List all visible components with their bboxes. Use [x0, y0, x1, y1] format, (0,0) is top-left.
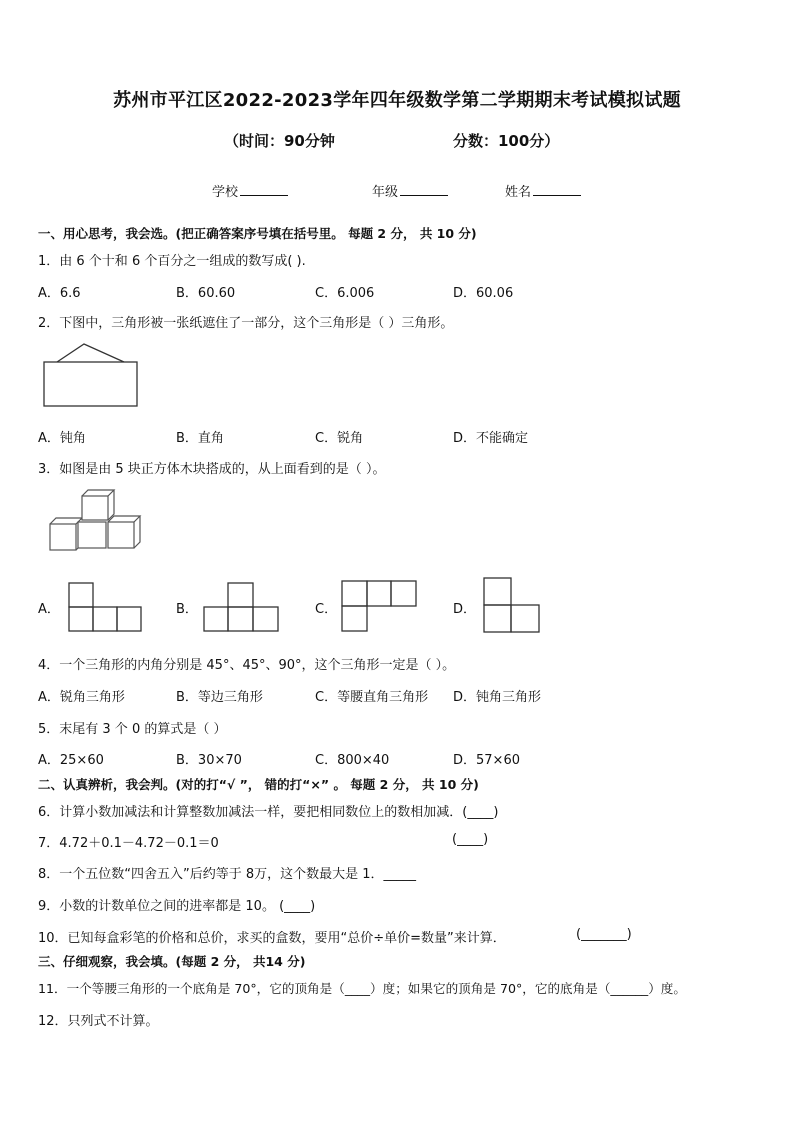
question-2: 2．下图中，三角形被一张纸遮住了一部分，这个三角形是（ ）三角形。: [38, 316, 454, 331]
q7-answer-blank[interactable]: (____): [452, 832, 489, 847]
q2-option-c[interactable]: C．锐角: [315, 431, 364, 446]
question-3: 3．如图是由 5 块正方体木块搭成的，从上面看到的是（ ）。: [38, 462, 386, 477]
exam-score: 分数：100分）: [453, 132, 560, 150]
q1-option-a[interactable]: A．6.6: [38, 286, 81, 301]
section-3-heading: 三、仔细观察，我会填。(每题 2 分， 共14 分): [38, 954, 306, 969]
school-field[interactable]: 学校: [212, 181, 288, 200]
question-12: 12．只列式不计算。: [38, 1014, 159, 1029]
q3-option-a[interactable]: A．: [38, 602, 60, 617]
q1-option-b[interactable]: B．60.60: [176, 286, 236, 301]
page-title: 苏州市平江区2022-2023学年四年级数学第二学期期末考试模拟试题: [113, 90, 681, 111]
q3-option-d[interactable]: D．: [453, 602, 477, 617]
name-field[interactable]: 姓名: [505, 181, 581, 200]
question-6: 6．计算小数加减法和计算整数加减法一样，要把相同数位上的数相加减．(____): [38, 805, 499, 820]
q1-option-c[interactable]: C．6.006: [315, 286, 375, 301]
section-1-heading: 一、用心思考，我会选。(把正确答案序号填在括号里。 每题 2 分， 共 10 分): [38, 226, 477, 241]
q3-option-c[interactable]: C．: [315, 602, 338, 617]
q3-option-b[interactable]: B．: [176, 602, 198, 617]
grade-field[interactable]: 年级: [372, 181, 448, 200]
q3-option-b-top-view[interactable]: [203, 582, 281, 634]
q2-option-d[interactable]: D．不能确定: [453, 431, 529, 446]
question-8: 8．一个五位数“四舍五入”后约等于 8万，这个数最大是 1．_____: [38, 867, 417, 882]
q4-option-a[interactable]: A．锐角三角形: [38, 690, 125, 705]
cube-stack-figure: [44, 490, 144, 560]
question-10: 10．已知每盒彩笔的价格和总价，求买的盒数，要用“总价÷单价=数量”来计算．: [38, 931, 506, 946]
q5-option-b[interactable]: B．30×70: [176, 753, 242, 768]
question-4: 4．一个三角形的内角分别是 45°、45°、90°，这个三角形一定是（ ）。: [38, 658, 456, 673]
question-9: 9．小数的计数单位之间的进率都是 10。 (____): [38, 899, 316, 914]
q2-option-a[interactable]: A．钝角: [38, 431, 86, 446]
q2-option-b[interactable]: B．直角: [176, 431, 224, 446]
q4-option-d[interactable]: D．钝角三角形: [453, 690, 542, 705]
question-5: 5．末尾有 3 个 0 的算式是（ ）: [38, 722, 227, 737]
q3-option-c-top-view[interactable]: [341, 580, 419, 634]
question-1: 1．由 6 个十和 6 个百分之一组成的数写成( ).: [38, 254, 306, 269]
q5-option-c[interactable]: C．800×40: [315, 753, 390, 768]
q10-answer-blank[interactable]: (_______): [576, 927, 632, 942]
q3-option-a-top-view[interactable]: [68, 582, 144, 634]
section-2-heading: 二、认真辨析，我会判。(对的打“√ ”， 错的打“×” 。 每题 2 分， 共 10 分): [38, 777, 479, 792]
q4-option-c[interactable]: C．等腰直角三角形: [315, 690, 429, 705]
exam-time: （时间：90分钟: [224, 132, 335, 150]
q3-option-d-top-view[interactable]: [483, 577, 541, 634]
q5-option-d[interactable]: D．57×60: [453, 753, 520, 768]
question-7: 7．4.72＋0.1－4.72－0.1＝0: [38, 836, 219, 851]
q1-option-d[interactable]: D．60.06: [453, 286, 514, 301]
question-11: 11．一个等腰三角形的一个底角是 70°，它的顶角是（____）度；如果它的顶角是 70°，它的底角是（______）度。: [38, 981, 686, 996]
q4-option-b[interactable]: B．等边三角形: [176, 690, 263, 705]
q5-option-a[interactable]: A．25×60: [38, 753, 104, 768]
covered-triangle-figure: [40, 340, 140, 410]
